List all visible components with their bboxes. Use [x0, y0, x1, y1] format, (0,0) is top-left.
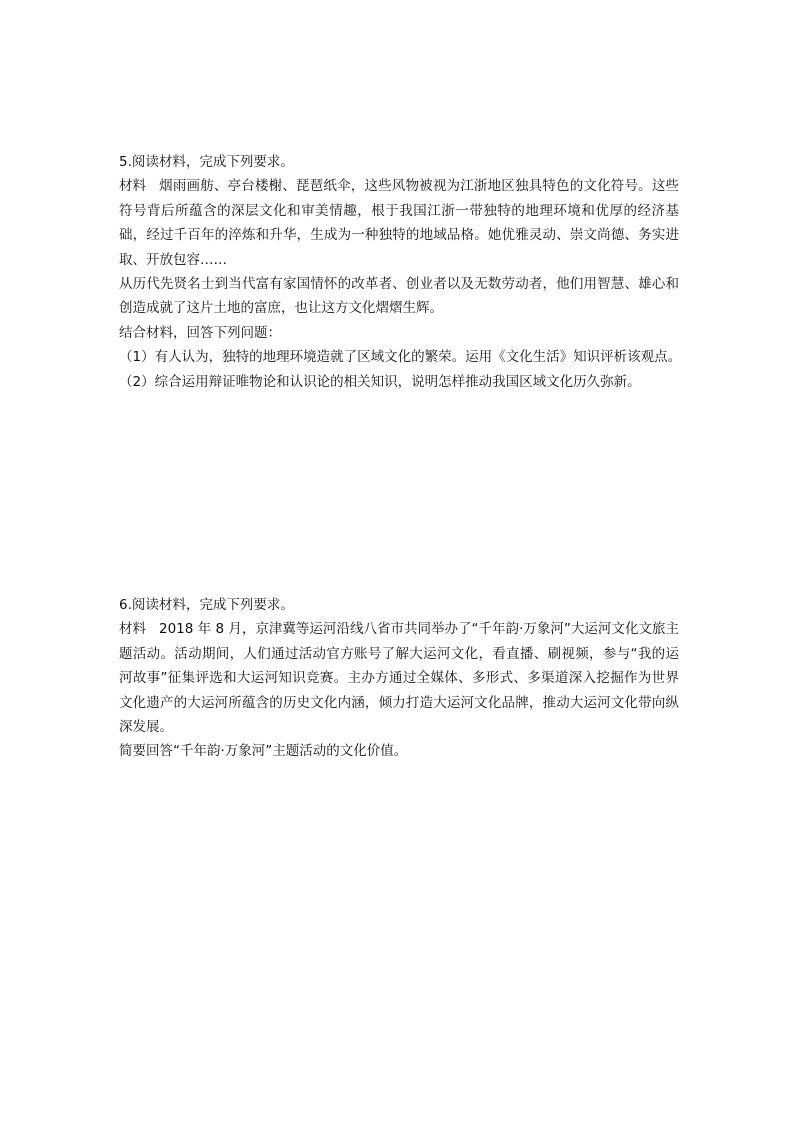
question-5-paragraph-2: 从历代先贤名士到当代富有家国情怀的改革者、创业者以及无数劳动者，他们用智慧、雄心和创造成就了这片土地的富庶，也让这方文化熠熠生辉。 — [119, 276, 679, 317]
material-tag: 材料 — [119, 178, 146, 195]
question-5-instruction: 结合材料，回答下列问题： — [119, 324, 281, 341]
question-6-question: 简要回答“千年韵·万象河”主题活动的文化价值。 — [119, 743, 408, 760]
question-5-sub-1: （1）有人认为，独特的地理环境造就了区域文化的繁荣。运用《文化生活》知识评析该观点。 — [119, 349, 682, 366]
question-5-title: 5.阅读材料，完成下列要求。 — [119, 154, 294, 170]
material-text: 2018 年 8 月，京津冀等运河沿线八省市共同举办了“千年韵·万象河”大运河文化文旅主题活动。活动期间，人们通过活动官方账号了解大运河文化，看直播、刷视频，参与“我的运河故事”征集评选和大运河知识竞赛。主办方通过全媒体、多形式、多渠道深入挖掘作为世界文化遗产的大运河所蕴含的历史文化内涵，倾力打造大运河文化品牌，推动大运河文化带向纵深发展。 — [119, 621, 679, 736]
material-tag: 材料 — [119, 621, 146, 638]
question-6-material — [119, 617, 679, 739]
question-6-title: 6.阅读材料，完成下列要求。 — [119, 597, 294, 613]
material-text: 烟雨画舫、亭台楼榭、琵琶纸伞，这些风物被视为江浙地区独具特色的文化符号。这些符号背后所蕴含的深层文化和审美情趣，根于我国江浙一带独特的地理环境和优厚的经济基础，经过千百年的淬炼和升华，生成为一种独特的地域品格。她优雅灵动、崇文尚德、务实进取、开放包容…… — [119, 178, 679, 268]
question-5-material — [119, 174, 679, 272]
question-5 — [119, 150, 682, 394]
question-5-sub-2: （2）综合运用辩证唯物论和认识论的相关知识，说明怎样推动我国区域文化历久弥新。 — [119, 373, 641, 390]
question-6 — [119, 593, 679, 764]
